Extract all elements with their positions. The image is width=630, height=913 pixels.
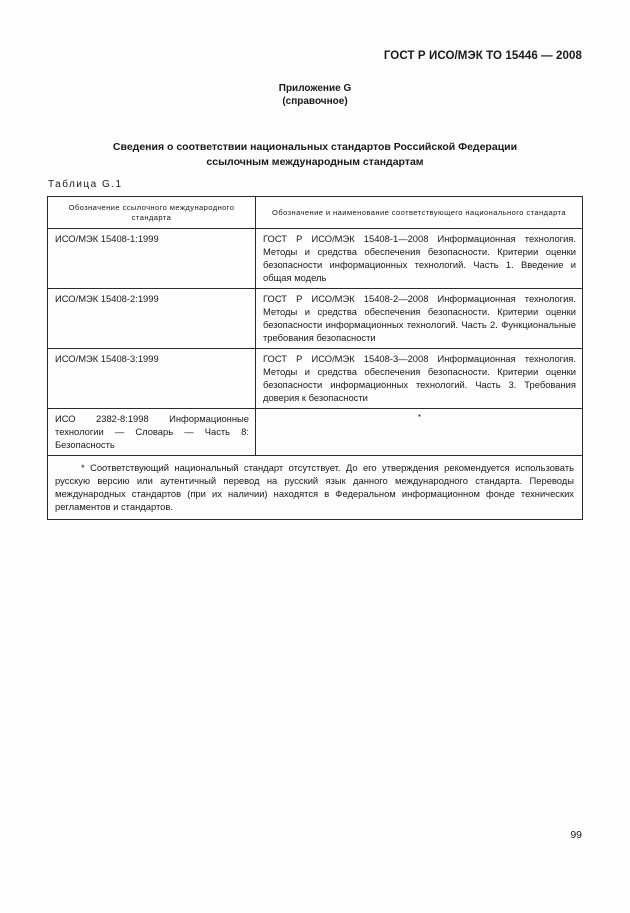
table-header-row [48, 197, 583, 229]
table-caption: Таблица G.1 [48, 179, 123, 190]
international-standard-cell: ИСО 2382-8:1998 Информационные технологии — Словарь — Часть 8: Безопасность [48, 409, 256, 456]
table-row [48, 289, 583, 349]
footnote-text: * Соответствующий национальный стандарт отсутствует. До его утверждения рекомендуется использовать русскую версию или аутентичный перевод на русский язык данного международного стандарта. Переводы международных стандартов (при их наличии) находятся в Федеральном информационном фонде технических регламентов и стандартов. [55, 462, 574, 512]
table-footnote [48, 456, 583, 520]
table-row [48, 409, 583, 456]
international-standard-cell: ИСО/МЭК 15408-3:1999 [48, 349, 256, 409]
table-footnote-row [48, 456, 583, 520]
national-standard-cell: ГОСТ Р ИСО/МЭК 15408-3—2008 Информационная технология. Методы и средства обеспечения безопасности. Критерии оценки безопасности информационных технологий. Часть 3. Требования доверия к безопасности [256, 349, 583, 409]
international-standard-cell: ИСО/МЭК 15408-1:1999 [48, 229, 256, 289]
column-header-national: Обозначение и наименование соответствующего национального стандарта [256, 197, 583, 229]
table-row [48, 229, 583, 289]
annex-title: Приложение G [278, 83, 352, 94]
section-title-line-2: ссылочным международным стандартам [206, 156, 424, 168]
annex-heading [0, 82, 630, 108]
document-code: ГОСТ Р ИСО/МЭК ТО 15446 — 2008 [383, 50, 582, 62]
national-standard-cell: ГОСТ Р ИСО/МЭК 15408-2—2008 Информационная технология. Методы и средства обеспечения безопасности. Критерии оценки безопасности информационных технологий. Часть 2. Функциональные требования безопасности [256, 289, 583, 349]
international-standard-cell: ИСО/МЭК 15408-2:1999 [48, 289, 256, 349]
column-header-international: Обозначение ссылочного международного стандарта [48, 197, 256, 229]
national-standard-cell: * [256, 409, 583, 456]
correspondence-table [47, 196, 583, 520]
national-standard-cell: ГОСТ Р ИСО/МЭК 15408-1—2008 Информационная технология. Методы и средства обеспечения безопасности. Критерии оценки безопасности информационных технологий. Часть 1. Введение и общая модель [256, 229, 583, 289]
annex-kind: (справочное) [282, 96, 348, 107]
section-title [60, 140, 570, 170]
section-title-line-1: Сведения о соответствии национальных стандартов Российской Федерации [112, 141, 518, 153]
page-number: 99 [570, 829, 582, 841]
table-row [48, 349, 583, 409]
